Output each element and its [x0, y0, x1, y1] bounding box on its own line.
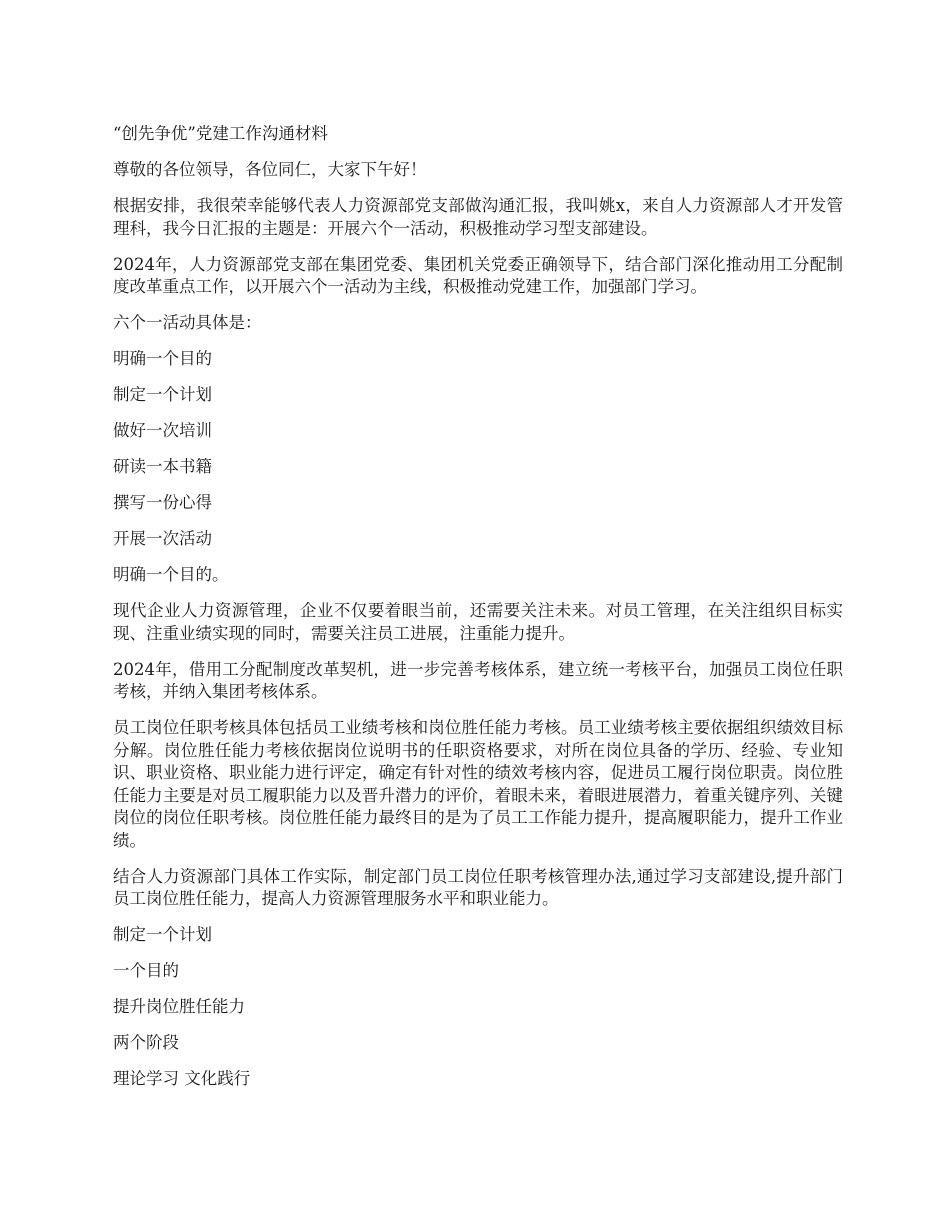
document-title: “创先争优”党建工作沟通材料	[113, 124, 328, 143]
list-item: 开展一次活动	[113, 529, 212, 548]
section-heading: 制定一个计划	[113, 925, 212, 944]
body-paragraph: 根据安排，我很荣幸能够代表人力资源部党支部做沟通汇报，我叫姚x，来自人力资源部人才开发管理科，我今日汇报的主题是：开展六个一活动，积极推动学习型支部建设。	[113, 196, 843, 238]
body-paragraph: 结合人力资源部门具体工作实际，制定部门员工岗位任职考核管理办法,通过学习支部建设,提升部门员工岗位胜任能力，提高人力资源管理服务水平和职业能力。	[113, 866, 843, 908]
body-paragraph: 2024年，人力资源部党支部在集团党委、集团机关党委正确领导下，结合部门深化推动用工分配制度改革重点工作，以开展六个一活动为主线，积极推动党建工作，加强部门学习。	[113, 254, 843, 296]
body-paragraph: 员工岗位任职考核具体包括员工业绩考核和岗位胜任能力考核。员工业绩考核主要依据组织绩效目标分解。岗位胜任能力考核依据岗位说明书的任职资格要求，对所在岗位具备的学历、经验、专业知识、职业资格、职业能力进行评定，确定有针对性的绩效考核内容，促进员工履行岗位职责。岗位胜任能力主要是对员工履职能力以及晋升潜力的评价，着眼未来，着眼进展潜力，着重关键序列、关键岗位的岗位任职考核。岗位胜任能力最终目的是为了员工工作能力提升，提高履职能力，提升工作业绩。	[113, 718, 843, 850]
list-item: 制定一个计划	[113, 385, 212, 404]
plan-item: 一个目的	[113, 961, 179, 980]
list-item: 撰写一份心得	[113, 493, 212, 512]
plan-item: 两个阶段	[113, 1033, 179, 1052]
list-item: 做好一次培训	[113, 421, 212, 440]
body-paragraph: 现代企业人力资源管理，企业不仅要着眼当前，还需要关注未来。对员工管理，在关注组织目标实现、注重业绩实现的同时，需要关注员工进展，注重能力提升。	[113, 601, 843, 643]
list-item: 明确一个目的	[113, 349, 212, 368]
body-paragraph: 2024年，借用工分配制度改革契机，进一步完善考核体系，建立统一考核平台，加强员工岗位任职考核，并纳入集团考核体系。	[113, 659, 843, 701]
section-heading: 明确一个目的。	[113, 565, 229, 584]
greeting-paragraph: 尊敬的各位领导，各位同仁，大家下午好！	[113, 160, 427, 179]
list-item: 研读一本书籍	[113, 457, 212, 476]
plan-item: 理论学习 文化践行	[113, 1069, 251, 1088]
list-heading: 六个一活动具体是：	[113, 313, 262, 332]
plan-item: 提升岗位胜任能力	[113, 997, 245, 1016]
document-body	[113, 123, 843, 1104]
